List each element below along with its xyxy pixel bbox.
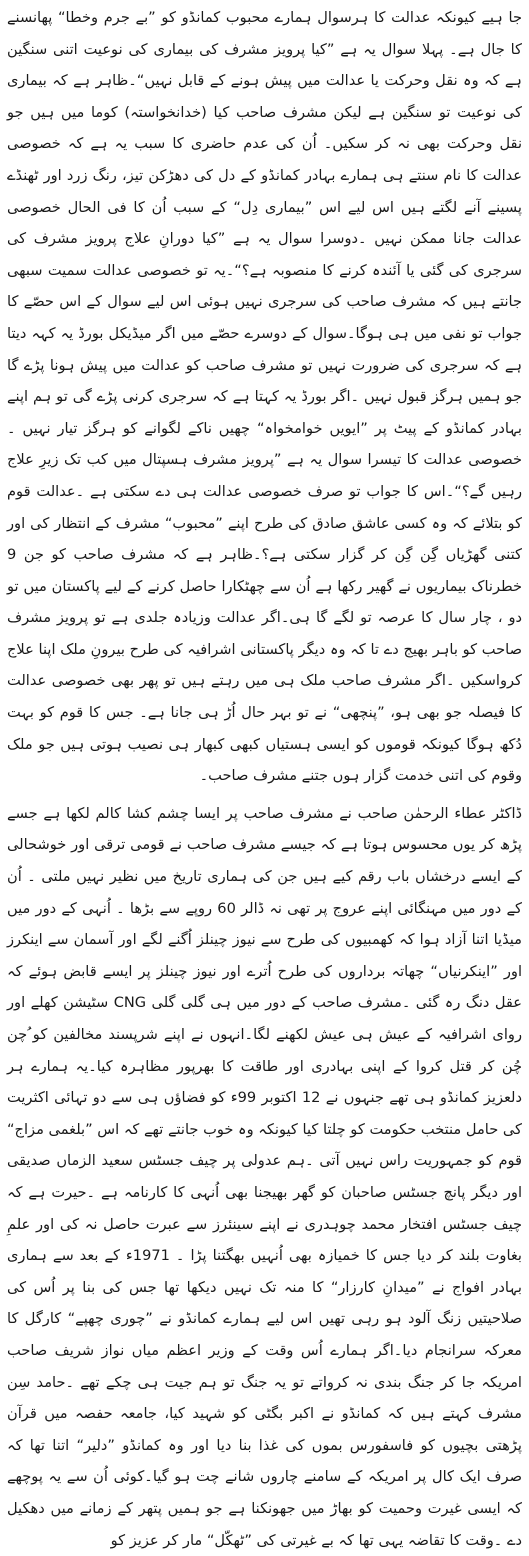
article-paragraph-2: ڈاکٹر عطاء الرحمٰن صاحب نے مشرف صاحب پر ایسا چشم کشا کالم لکھا ہے جسے پڑھ کر یوں محسوس ہوتا ہے کہ جیسے مشرف صاحب نے قومی ترقی اور خوشحالی کے ایسے درخشاں باب رقم کیے ہیں جن کی ہماری تاریخ میں نظیر نہیں ملتی ۔ اُن کے دور میں مہنگائی اپنے عروج پر تھی نہ ڈالر 60 روپے سے بڑھا ۔ اُنہی کے دور میں میڈیا اتنا آزاد ہوا کہ کھمبیوں کی طرح سے نیوز چینلز اُگنے لگے اور آسمان سے اینکرز اور ”اینکرنیاں“ چھاتہ برداروں کی طرح اُترے اور نیوز چینلز پر ایسے قابض ہوئے کہ عقل دنگ رہ گئی ۔مشرف صاحب کے دور میں ہی گلی گلی CNG سٹیشن کھلے اور روای اشرافیہ کے عیش ہی عیش لکھنے لگا۔انہوں نے اپنے شرپسند مخالفین کو ُچن چُن کر قتل کروا کے اپنی بہادری اور طاقت کا بھرپور مظاہرہ کیا۔یہ ہمارے ہر دلعزیز کمانڈو ہی تھے جنہوں نے 12 اکتوبر 99ء کو فضاؤں ہی سے دو تہائی اکثریت کی حامل منتخب حکومت کو چلتا کیا کیونکہ وہ خوب جانتے تھے کہ اس ”بلغمی مزاج“ قوم کو جمہوریت راس نہیں آتی ۔ہم عدولی پر چیف جسٹس سعید الزماں صدیقی اور دیگر پانچ جسٹس صاحبان کو گھر بھیجنا بھی اُنہی کا کارنامہ ہے ۔حیرت ہے کہ چیف جسٹس افتخار محمد چوہدری نے اپنے سینئرز سے عبرت حاصل نہ کی اور علمِ بغاوت بلند کر دیا جس کا خمیازہ بھی اُنہیں بھگتنا پڑا ۔ 1971ء کے بعد سے ہماری بہادر افواج نے ”میدانِ کارزار“ کا منہ تک نہیں دیکھا تھا جس کی بنا پر اُس کی صلاحیتیں زنگ آلود ہو رہی تھیں اس لیے ہمارے کمانڈو نے ”چوری چھپے“ کارگل کا معرکہ سرانجام دیا۔اگر ہمارے اُس وقت کے وزیر اعظم میاں نواز شریف صاحب امریکہ جا کر جنگ بندی نہ کرواتے تو یہ جنگ تو ہم جیت ہی چکے تھے ۔حامد سِن مشرف کہتے ہیں کہ کمانڈو نے اکبر بگٹی کو شہید کیا، جامعہ حفصہ میں قرآن پڑھتی بچیوں کو فاسفورس بموں کی غذا بنا دیا اور وہ کمانڈو ”دلیر“ اتنا تھا کہ صرف ایک کال پر امریکہ کے سامنے چاروں شانے چت ہو گیا۔کوئی اُن سے یہ پوچھے کہ ایسی غیرت وحمیت کو بھاڑ میں جھونکنا ہے جو ہمیں پتھر کے زمانے میں دھکیل دے ۔وقت کا تقاضہ یہی تھا کہ بے غیرتی کی ”ٹھکّل“ مار کر عزیز کو (7, 804, 523, 1549)
article-paragraph-1: جا ہیے کیونکہ عدالت کا ہرسوال ہمارے محبوب کمانڈو کو ”بے جرم وخطا“ پھانسنے کا جال ہے۔ پہلا سوال یہ ہے ”کیا پرویز مشرف کی بیماری کی نوعیت اتنی سنگین ہے کہ وہ نقل وحرکت یا عدالت میں پیش ہونے کے قابل نہیں“۔ظاہر ہے کہ بیماری کی نوعیت تو سنگین ہے لیکن مشرف صاحب کیا (خدانخواستہ) کوما میں ہیں جو نقل وحرکت بھی نہ کر سکیں۔ اُن کی عدم حاضری کا سبب یہ ہے کہ خصوصی عدالت کا نام سنتے ہی ہمارے بہادر کمانڈو کے دل کی دھڑکن تیز، رنگ زرد اور ٹھنڈے پسینے آنے لگتے ہیں اس لیے اس ”بیماری دِل“ کے سبب اُن کا فی الحال خصوصی عدالت جانا ممکن نہیں ۔دوسرا سوال یہ ہے ”کیا دورانِ علاج پرویز مشرف کی سرجری کی گئی یا آئندہ کرنے کا منصوبہ ہے؟“۔یہ تو خصوصی عدالت سمیت سبھی جانتے ہیں کہ مشرف صاحب کی سرجری نہیں ہوئی اس لیے سوال کے اس حصّے کا جواب تو نفی میں ہی ہوگا۔سوال کے دوسرے حصّے میں اگر میڈیکل بورڈ یہ کہہ دیتا ہے کہ سرجری کی ضرورت نہیں تو مشرف صاحب کو عدالت میں پیش ہونا پڑے گا جو ہمیں ہرگز قبول نہیں ۔اگر بورڈ یہ کہتا ہے کہ سرجری کرنی پڑے گی تو ہم اپنے بہادر کمانڈو کے پیٹ پر ”ایویں خوامخواہ“ چھیں ناکے لگوانے کو ہرگز تیار نہیں ۔خصوصی عدالت کا تیسرا سوال یہ ہے ”پرویز مشرف ہسپتال میں کب تک زیرِ علاج رہیں گے؟“۔اس کا جواب تو صرف خصوصی عدالت ہی دے سکتی ہے ۔عدالت قوم کو بتلائے کہ وہ کسی عاشق صادق کی طرح اپنے ”محبوب“ مشرف کے انتظار کی اور کتنی گھڑیاں گِن گِن کر گزار سکتی ہے؟۔ظاہر ہے کہ مشرف صاحب کو جن 9 خطرناک بیماریوں نے گھیر رکھا ہے اُن سے چھٹکارا حاصل کرنے کے لیے پاکستان میں تو دو ، چار سال کا عرصہ تو لگے گا ہی۔اگر عدالت وزیادہ جلدی ہے تو پرویز مشرف صاحب کو باہر بھیج دے تا کہ وہ دیگر پاکستانی اشرافیہ کی طرح بیرونِ ملک اپنا علاج کرواسکیں ۔اگر مشرف صاحب ملک ہی میں رہتے ہیں تو پھر بھی خصوصی عدالت کا فیصلہ جو بھی ہو، ”پنچھی“ نے تو بہر حال اُڑ ہی جانا ہے۔ جس کا قوم کو بہت دُکھ ہوگا کیونکہ قوموں کو ایسی ہستیاں کبھی کبھار ہی نصیب ہوتی ہیں جو ملک وقوم کی اتنی خدمت گزار ہوں جتنے مشرف صاحب۔ (7, 9, 522, 785)
